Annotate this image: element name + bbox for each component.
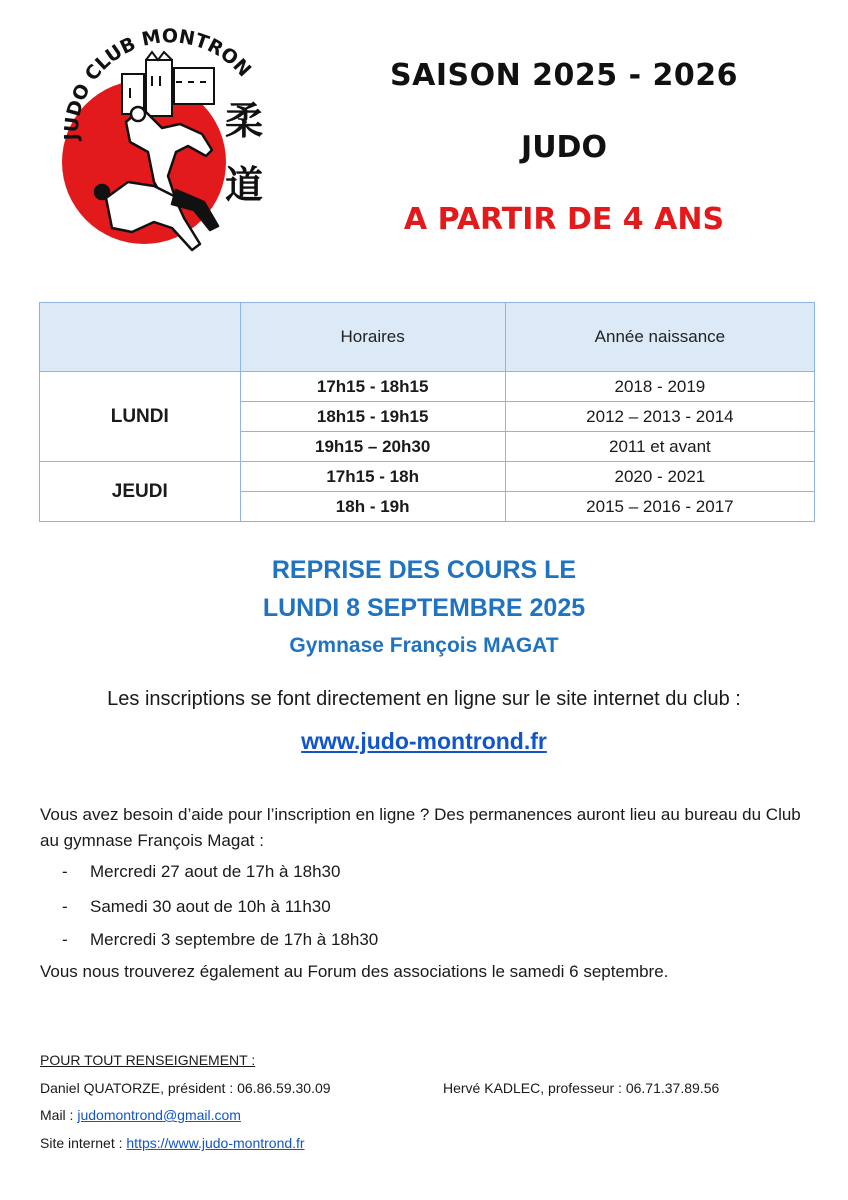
- list-item: [62, 897, 802, 917]
- header-empty-cell: [40, 303, 241, 372]
- season-title: SAISON 2025 - 2026: [390, 58, 738, 93]
- time-cell: 19h15 – 20h30: [240, 432, 505, 462]
- time-cell: 18h15 - 19h15: [240, 402, 505, 432]
- years-cell: 2011 et avant: [505, 432, 814, 462]
- time-cell: 17h15 - 18h: [240, 462, 505, 492]
- reprise-gymnase: Gymnase François MAGAT: [289, 634, 559, 657]
- day-lundi: LUNDI: [40, 372, 241, 462]
- mail-label: Mail :: [40, 1107, 78, 1123]
- list-item: [62, 862, 802, 882]
- years-cell: 2012 – 2013 - 2014: [505, 402, 814, 432]
- list-item: [62, 930, 802, 950]
- club-logo: [46, 22, 278, 264]
- permanence-date: Mercredi 3 septembre de 17h à 18h30: [90, 930, 379, 949]
- time-cell: 17h15 - 18h15: [240, 372, 505, 402]
- club-website-link[interactable]: www.judo-montrond.fr: [301, 728, 547, 754]
- logo-club-name: JUDO CLUB MONTRON: [60, 25, 256, 141]
- forum-text: Vous nous trouverez également au Forum des associations le samedi 6 septembre.: [40, 962, 669, 981]
- contact-heading: POUR TOUT RENSEIGNEMENT :: [40, 1052, 256, 1068]
- table-row: [40, 372, 815, 402]
- permanence-date: Mercredi 27 aout de 17h à 18h30: [90, 862, 341, 881]
- kanji-ju: 柔: [224, 99, 264, 143]
- years-cell: 2015 – 2016 - 2017: [505, 492, 814, 522]
- email-link[interactable]: judomontrond@gmail.com: [77, 1107, 241, 1123]
- years-cell: 2020 - 2021: [505, 462, 814, 492]
- contact-president: Daniel QUATORZE, président : 06.86.59.30.09: [40, 1080, 331, 1096]
- club-logo-graphic: [46, 22, 278, 264]
- inscriptions-text: Les inscriptions se font directement en ligne sur le site internet du club :: [107, 688, 741, 710]
- header-annee-naissance: Année naissance: [505, 303, 814, 372]
- reprise-date: LUNDI 8 SEPTEMBRE 2025: [262, 594, 586, 622]
- day-jeudi: JEUDI: [40, 462, 241, 522]
- header-horaires: Horaires: [240, 303, 505, 372]
- contact-professeur: Hervé KADLEC, professeur : 06.71.37.89.56: [443, 1080, 720, 1096]
- reprise-line-1: REPRISE DES COURS LE: [271, 556, 577, 584]
- website-link[interactable]: https://www.judo-montrond.fr: [126, 1135, 305, 1151]
- dash-bullet: -: [62, 930, 68, 949]
- contact-site-line: [40, 1135, 305, 1151]
- schedule-table: [39, 302, 815, 522]
- table-row: [40, 462, 815, 492]
- time-cell: 18h - 19h: [240, 492, 505, 522]
- aide-paragraph: Vous avez besoin d’aide pour l’inscription en ligne ? Des permanences auront lieu au bureau du Club au gymnase François Magat :: [40, 805, 801, 850]
- site-label: Site internet :: [40, 1135, 127, 1151]
- kanji-do: 道: [224, 163, 264, 207]
- table-header-row: [40, 303, 815, 372]
- age-title: A PARTIR DE 4 ANS: [403, 202, 725, 237]
- contact-mail-line: [40, 1107, 241, 1123]
- years-cell: 2018 - 2019: [505, 372, 814, 402]
- sport-title: JUDO: [521, 130, 607, 165]
- permanence-date: Samedi 30 aout de 10h à 11h30: [90, 897, 331, 916]
- dash-bullet: -: [62, 897, 68, 916]
- dash-bullet: -: [62, 862, 68, 881]
